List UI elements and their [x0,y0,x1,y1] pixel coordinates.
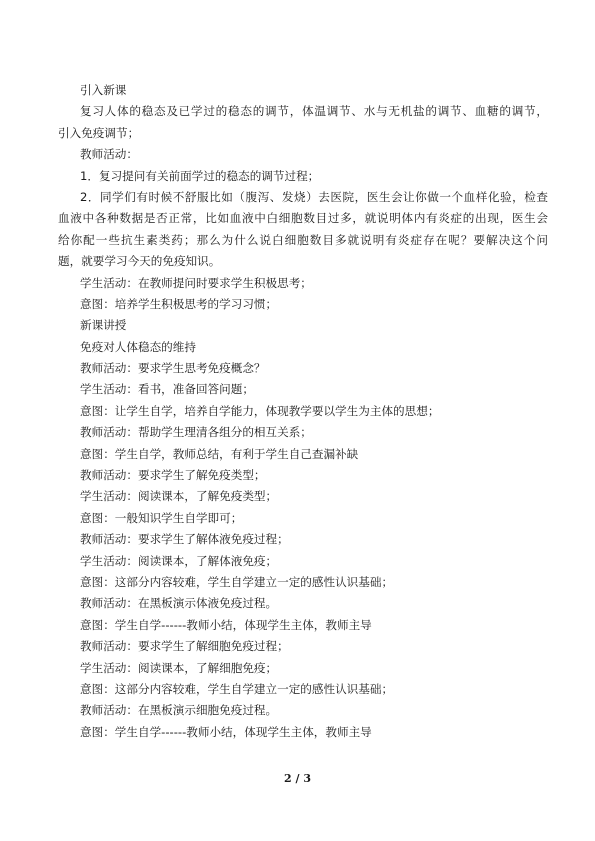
text-line: 学生活动：阅读课本，了解细胞免疫； [80,660,278,675]
text-line: 意图：一般知识学生自学即可； [80,510,243,525]
page-number: 2 / 3 [284,772,311,785]
text-line: 免疫对人体稳态的维持 [80,339,196,354]
text-line: 教师活动：要求学生思考免疫概念？ [80,361,266,376]
text-line: 教师活动：帮助学生理清各组分的相互关系； [80,425,312,440]
text-line: 教师活动：在黑板演示细胞免疫过程。 [80,703,278,718]
text-line: 教师活动：要求学生了解免疫类型； [80,468,266,483]
text-line: 给你配一些抗生素类药；那么为什么说白细胞数目多就说明有炎症存在呢？要解决这个问 [58,232,548,247]
text-line: 学生活动：阅读课本，了解免疫类型； [80,489,278,504]
text-line: 学生活动：看书，准备回答问题； [80,382,254,397]
text-line: 2．同学们有时候不舒服比如（腹泻、发烧）去医院，医生会让你做一个血样化验，检查 [80,189,548,204]
text-line: 意图：培养学生积极思考的学习习惯； [80,296,278,311]
document-body [58,80,548,743]
text-line: 学生活动：在教师提问时要求学生积极思考； [80,275,312,290]
text-line: 意图：学生自学------教师小结，体现学生主体，教师主导 [80,617,372,632]
text-line: 教师活动： [80,147,138,162]
text-line: 题，就要学习今天的免疫知识。 [58,254,221,269]
text-line: 新课讲授 [80,318,127,333]
text-line: 血液中各种数据是否正常，比如血液中白细胞数目过多，就说明体内有炎症的出现，医生会 [58,211,548,226]
text-line: 引入新课 [80,83,127,97]
text-line: 意图：学生自学------教师小结，体现学生主体，教师主导 [80,724,372,739]
text-line: 教师活动：要求学生了解体液免疫过程； [80,532,289,547]
text-line: 意图：这部分内容较难，学生自学建立一定的感性认识基础； [80,681,394,696]
text-line: 学生活动：阅读课本，了解体液免疫； [80,553,278,568]
text-line: 教师活动：在黑板演示体液免疫过程。 [80,596,278,611]
text-line: 意图：让学生自学，培养自学能力，体现教学要以学生为主体的思想； [80,403,440,418]
text-line: 教师活动：要求学生了解细胞免疫过程； [80,639,289,654]
text-line: 意图：学生自学，教师总结，有利于学生自己查漏补缺 [80,446,359,461]
text-line: 引入免疫调节； [58,125,140,140]
text-line: 意图：这部分内容较难，学生自学建立一定的感性认识基础； [80,574,394,589]
text-line: 1．复习提问有关前面学过的稳态的调节过程； [80,168,320,183]
text-line: 复习人体的稳态及已学过的稳态的调节，体温调节、水与无机盐的调节、血糖的调节， [80,104,548,119]
